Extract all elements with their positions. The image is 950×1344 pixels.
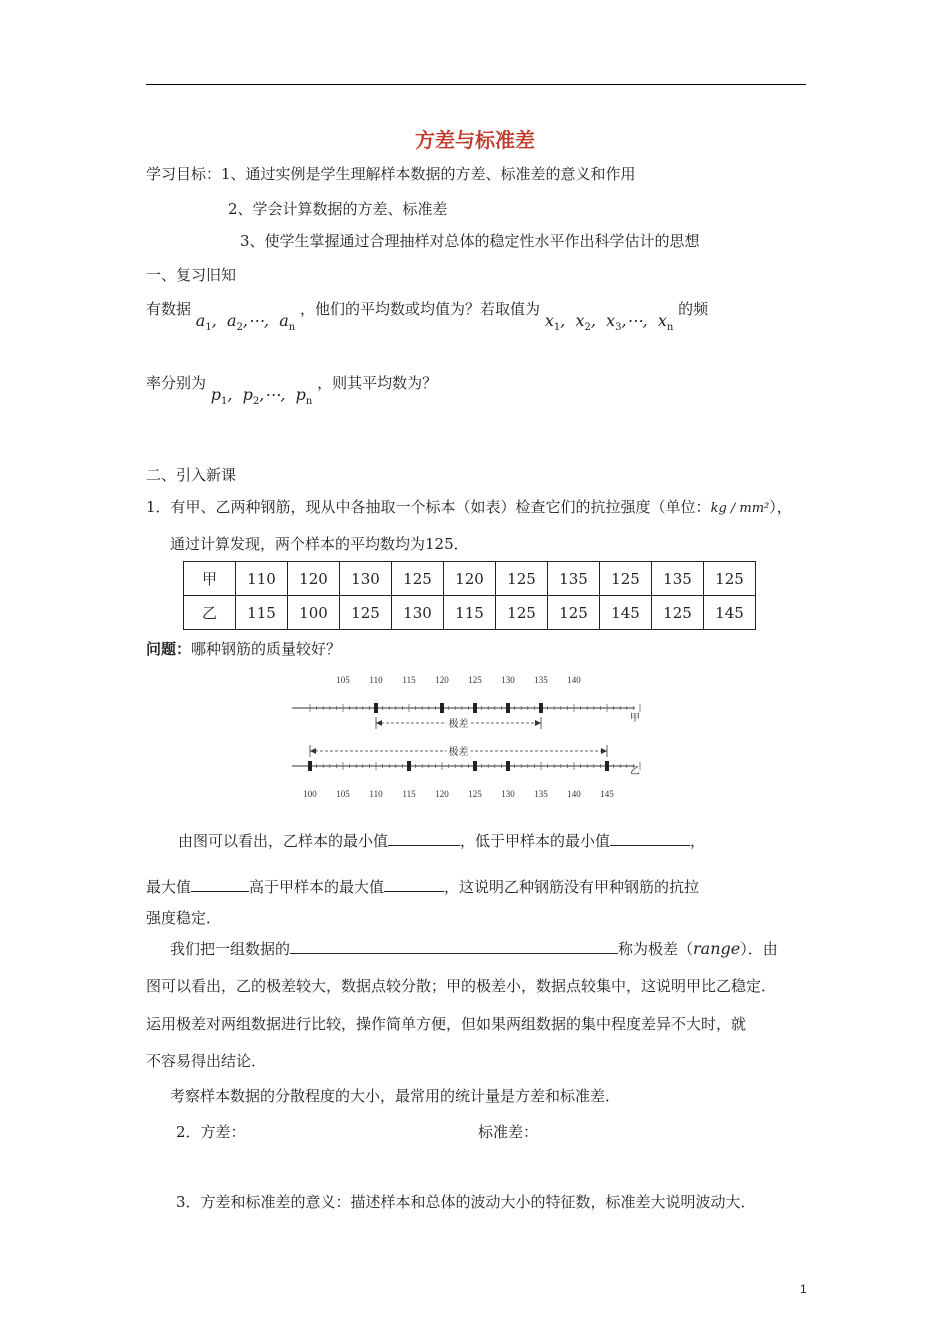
- table-cell: 125: [496, 596, 548, 630]
- table-row: [184, 596, 756, 630]
- data-table: [183, 561, 756, 630]
- top-tick-label: 140: [567, 675, 581, 685]
- bottom-series-label: 乙: [630, 766, 640, 777]
- table-cell: 145: [600, 596, 652, 630]
- table-cell: 甲: [184, 562, 236, 596]
- table-cell: 120: [288, 562, 340, 596]
- top-data-point: [539, 703, 543, 713]
- page-number: 1: [800, 1282, 807, 1296]
- top-tick-label: 105: [336, 675, 350, 685]
- body-line-6: 运用极差对两组数据进行比较，操作简单方便，但如果两组数据的集中程度差异不大时，就: [146, 1015, 747, 1033]
- table-cell: 135: [548, 562, 600, 596]
- objective-1: 学习目标：1、通过实例是学生理解样本数据的方差、标准差的意义和作用: [146, 165, 636, 183]
- bottom-tick-label: 145: [600, 789, 614, 799]
- table-cell: 120: [444, 562, 496, 596]
- intro-para-2: 通过计算发现，两个样本的平均数均为125．: [170, 535, 469, 553]
- variance-label: 2．方差：: [176, 1123, 246, 1141]
- table-cell: 125: [704, 562, 756, 596]
- bottom-tick-label: 140: [567, 789, 581, 799]
- bottom-data-point: [473, 761, 477, 771]
- bottom-tick-label: 100: [303, 789, 317, 799]
- bottom-data-point: [506, 761, 510, 771]
- top-range-label: 极差: [448, 719, 469, 730]
- std-label: 标准差：: [478, 1123, 539, 1141]
- intro-para-1: 1．有甲、乙两种钢筋，现从中各抽取一个标本（如表）检查它们的抗拉强度（单位：kg / mm²），: [146, 498, 792, 516]
- bottom-data-point: [605, 761, 609, 771]
- table-cell: 125: [392, 562, 444, 596]
- table-cell: 100: [288, 596, 340, 630]
- top-data-point: [506, 703, 510, 713]
- bottom-data-point: [308, 761, 312, 771]
- body-line-7: 不容易得出结论．: [146, 1052, 267, 1070]
- table-cell: 125: [600, 562, 652, 596]
- bottom-tick-label: 135: [534, 789, 548, 799]
- top-tick-label: 125: [468, 675, 482, 685]
- body-line-3: 强度稳定．: [146, 909, 222, 927]
- bottom-tick-label: 120: [435, 789, 449, 799]
- top-range-arrow-right: [535, 720, 541, 726]
- table-cell: 135: [652, 562, 704, 596]
- top-tick-label: 115: [402, 675, 416, 685]
- page-title: 方差与标准差: [415, 128, 535, 152]
- top-range-arrow-left: [376, 720, 382, 726]
- top-tick-label: 120: [435, 675, 449, 685]
- review-line-1: 有数据 $a_1$, $a_2,\cdots$, $a_n$ ，他们的平均数或均值为？若取值为 $x_1$, $x_2$, $x_3,\cdots$, $x_n$ 的频: [146, 300, 709, 334]
- review-heading: 一、复习旧知: [146, 266, 237, 284]
- header-rule: [146, 84, 806, 85]
- top-tick-label: 110: [369, 675, 383, 685]
- table-cell: 125: [340, 596, 392, 630]
- table-cell: 130: [340, 562, 392, 596]
- bottom-range-arrow-left: [310, 748, 316, 754]
- top-data-point: [473, 703, 477, 713]
- body-line-2: 最大值 高于甲样本的最大值 ，这说明乙种钢筋没有甲种钢筋的抗拉: [146, 878, 700, 896]
- table-cell: 乙: [184, 596, 236, 630]
- top-tick-label: 135: [534, 675, 548, 685]
- table-row: [184, 562, 756, 596]
- number-line-figure: [280, 668, 650, 806]
- body-line-8: 考察样本数据的分散程度的大小，最常用的统计量是方差和标准差．: [170, 1087, 621, 1105]
- bottom-tick-label: 130: [501, 789, 515, 799]
- table-cell: 125: [496, 562, 548, 596]
- table-cell: 115: [236, 596, 288, 630]
- bottom-range-label: 极差: [448, 747, 469, 758]
- bottom-range-arrow-right: [601, 748, 607, 754]
- objective-2: 2、学会计算数据的方差、标准差: [228, 200, 448, 218]
- bottom-tick-label: 105: [336, 789, 350, 799]
- table-cell: 125: [548, 596, 600, 630]
- bottom-data-point: [407, 761, 411, 771]
- table-cell: 145: [704, 596, 756, 630]
- question: 问题：哪种钢筋的质量较好？: [146, 640, 342, 658]
- top-series-label: 甲: [630, 713, 640, 724]
- table-cell: 125: [652, 596, 704, 630]
- top-tick-label: 130: [501, 675, 515, 685]
- review-line-2: 率分别为 $p_1$, $p_2,\cdots$, $p_n$ ，则其平均数为？: [146, 374, 438, 408]
- table-cell: 115: [444, 596, 496, 630]
- table-cell: 110: [236, 562, 288, 596]
- top-data-point: [374, 703, 378, 713]
- objective-3: 3、使学生掌握通过合理抽样对总体的稳定性水平作出科学估计的思想: [240, 232, 700, 250]
- body-line-10: 3．方差和标准差的意义：描述样本和总体的波动大小的特征数，标准差大说明波动大．: [176, 1193, 756, 1211]
- bottom-tick-label: 115: [402, 789, 416, 799]
- body-line-1: 由图可以看出，乙样本的最小值 ，低于甲样本的最小值 ，: [178, 832, 706, 850]
- bottom-tick-label: 125: [468, 789, 482, 799]
- table-cell: 130: [392, 596, 444, 630]
- top-data-point: [440, 703, 444, 713]
- body-line-5: 图可以看出，乙的极差较大，数据点较分散；甲的极差小，数据点较集中，这说明甲比乙稳定．: [146, 977, 777, 995]
- bottom-tick-label: 110: [369, 789, 383, 799]
- intro-heading: 二、引入新课: [146, 466, 237, 484]
- body-line-4: 我们把一组数据的 称为极差（range）．由: [170, 939, 778, 958]
